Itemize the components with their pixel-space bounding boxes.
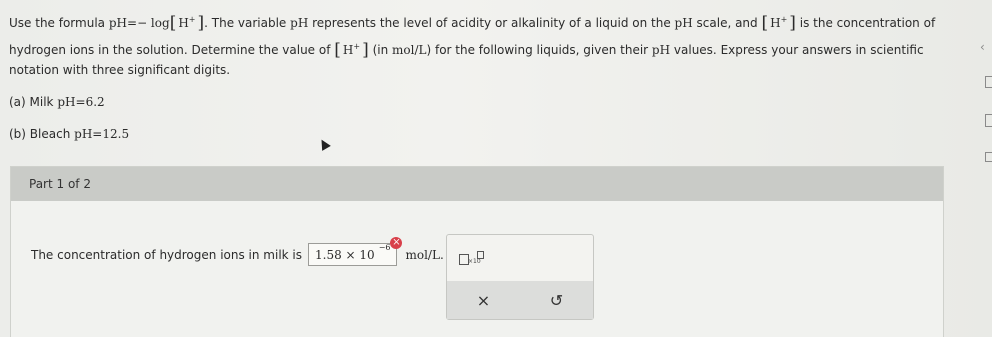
answer-prompt: The concentration of hydrogen ions in milk is [31,247,303,262]
answer-mantissa: 1.58 × 10 [315,248,375,262]
clear-button[interactable]: × [476,290,491,310]
exponent-box-icon [477,251,484,259]
mouse-cursor [317,137,331,151]
error-icon: × [392,237,401,248]
item-a: (a) Milk pH=6.2 [9,95,105,109]
scientific-notation-button[interactable] [459,251,485,267]
tool-actions [447,281,593,319]
answer-input[interactable] [308,237,401,266]
undo-button[interactable]: ↺ [549,290,564,310]
mail-icon[interactable] [985,152,992,162]
doc-icon[interactable] [985,76,992,88]
problem-line-3: notation with three significant digits. [9,63,231,77]
problem-line-2: hydrogen ions in the solution. Determine the value of [ H+ ] (in mol/L) for the following liquids, given their pH values. Express your answers in scientific [9,40,924,60]
times-ten-label: ×10 [468,258,481,265]
calculator-icon[interactable] [985,114,992,127]
item-b: (b) Bleach pH=12.5 [9,127,130,141]
answer-exponent: −6 [378,243,391,252]
answer-unit: mol/L. [405,247,444,262]
math-tool-panel [446,234,594,320]
problem-line-1: Use the formula pH=− log[ H+ ]. The variable pH represents the level of acidity or alkalinity of a liquid on the pH scale, and [ H+ ] is the concentration of [9,13,936,33]
answer-line [31,237,444,266]
part-header: Part 1 of 2 [11,167,943,201]
chevron-left-icon[interactable]: ‹ [980,40,985,54]
